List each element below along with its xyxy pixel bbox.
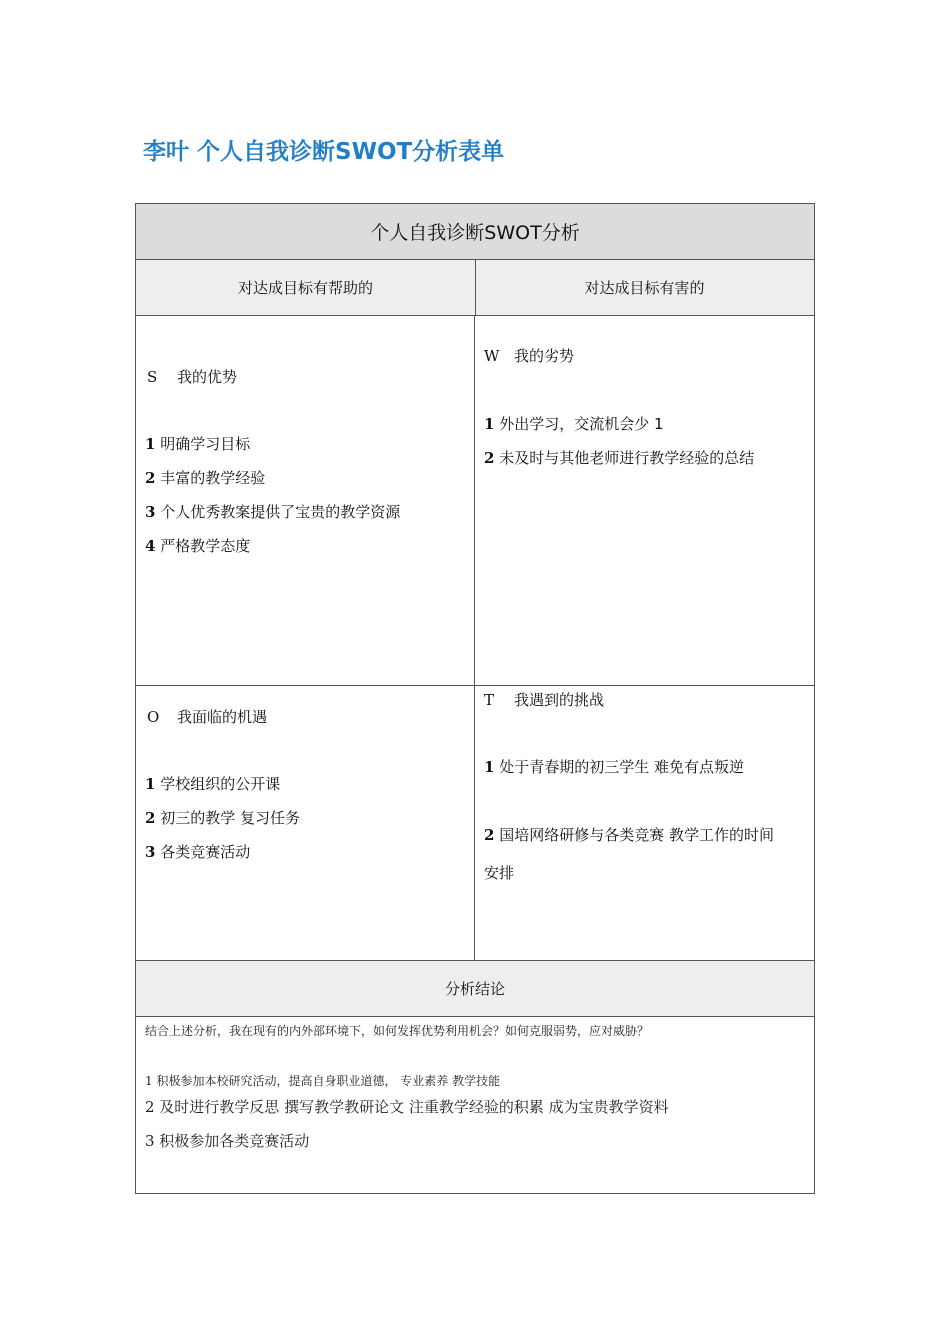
conclusion-line: 2 及时进行教学反思 撰写教学教研论文 注重教学经验的积累 成为宝贵教学资料 xyxy=(145,1098,669,1116)
strengths-letter: S xyxy=(147,368,158,386)
weakness-item: 1 外出学习，交流机会少 1 xyxy=(484,415,664,433)
table-header: 个人自我诊断SWOT分析 xyxy=(136,204,814,260)
conclusion-line: 3 积极参加各类竞赛活动 xyxy=(145,1132,310,1150)
threats-letter: T xyxy=(484,691,495,709)
strength-item: 3 个人优秀教案提供了宝贵的教学资源 xyxy=(145,503,401,521)
conclusion-header: 分析结论 xyxy=(136,961,814,1017)
threat-item-continuation: 安排 xyxy=(484,864,515,882)
opportunities-title: 我面临的机遇 xyxy=(177,708,268,726)
weaknesses-letter: W xyxy=(484,347,500,365)
weaknesses-cell xyxy=(475,316,814,686)
opportunity-item: 1 学校组织的公开课 xyxy=(145,775,281,793)
weaknesses-heading xyxy=(484,345,574,366)
strength-item: 1 明确学习目标 xyxy=(145,435,251,453)
weakness-item: 2 未及时与其他老师进行教学经验的总结 xyxy=(484,449,755,467)
strengths-title: 我的优势 xyxy=(177,368,238,386)
weaknesses-title: 我的劣势 xyxy=(514,347,575,365)
helpful-column-header: 对达成目标有帮助的 xyxy=(136,260,476,315)
threat-item: 1 处于青春期的初三学生 难免有点叛逆 xyxy=(484,758,744,776)
opportunities-heading xyxy=(147,706,267,727)
opportunities-cell xyxy=(136,686,475,961)
harmful-column-header: 对达成目标有害的 xyxy=(584,279,705,297)
conclusion-body xyxy=(136,1017,814,1193)
document-title: 李叶 个人自我诊断SWOT分析表单 xyxy=(143,139,505,165)
threats-cell xyxy=(475,686,814,961)
opportunity-item: 3 各类竞赛活动 xyxy=(145,843,251,861)
conclusion-line: 1 积极参加本校研究活动，提高自身职业道德， 专业素养 教学技能 xyxy=(145,1074,501,1088)
strengths-cell xyxy=(136,316,475,686)
strengths-heading xyxy=(147,366,237,387)
opportunity-item: 2 初三的教学 复习任务 xyxy=(145,809,300,827)
conclusion-prompt: 结合上述分析，我在现有的内外部环境下，如何发挥优势利用机会？如何克服弱势，应对威胁？ xyxy=(145,1024,650,1038)
strength-item: 2 丰富的教学经验 xyxy=(145,469,266,487)
swot-table xyxy=(135,203,815,1194)
threats-title: 我遇到的挑战 xyxy=(514,691,605,709)
table-subheader-row xyxy=(136,260,814,316)
strength-item: 4 严格教学态度 xyxy=(145,537,251,555)
opportunities-letter: O xyxy=(147,708,160,726)
threat-item: 2 国培网络研修与各类竞赛 教学工作的时间 xyxy=(484,826,774,844)
threats-heading xyxy=(484,689,604,710)
